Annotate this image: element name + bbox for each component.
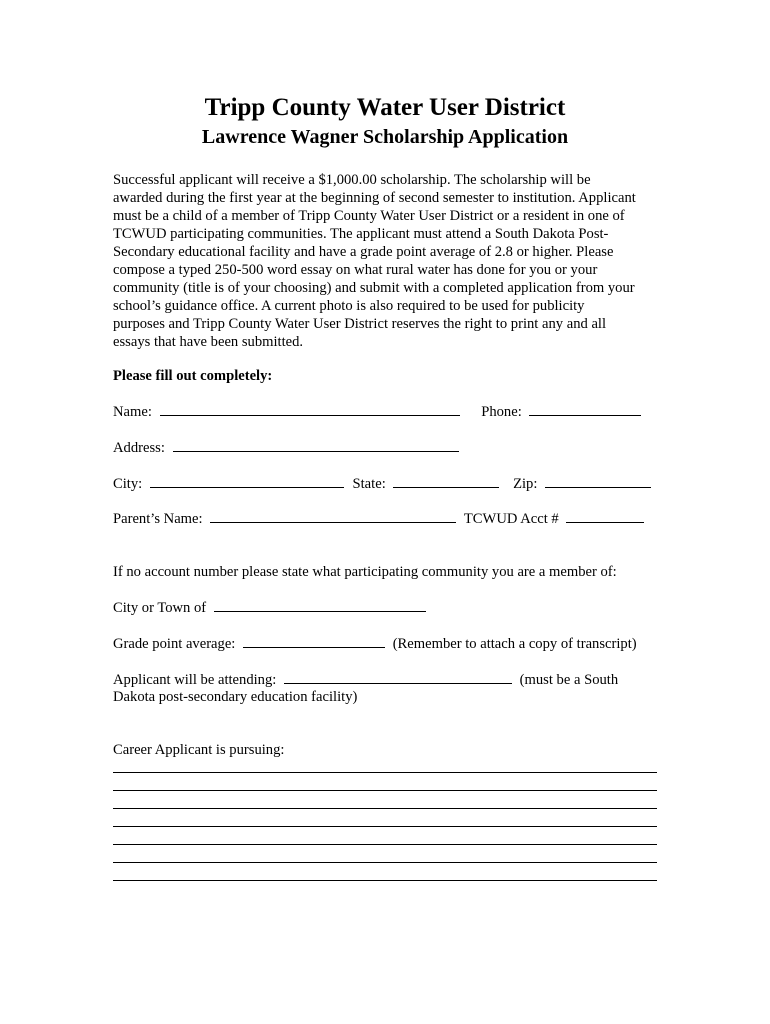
phone-label: Phone: (481, 404, 522, 420)
intro-line: TCWUD participating communities. The applicant must attend a South Dakota Post- (113, 226, 609, 242)
intro-line: essays that have been submitted. (113, 334, 304, 350)
career-line-3[interactable] (113, 808, 657, 809)
attending-note: (must be a South (519, 672, 619, 688)
gpa-label: Grade point average: (113, 636, 236, 652)
name-row (113, 402, 641, 421)
attending-row (113, 670, 618, 689)
career-line-7[interactable] (113, 880, 657, 881)
gpa-row (113, 634, 637, 653)
intro-line: purposes and Tripp County Water User District reserves the right to print any and all (113, 316, 607, 332)
city-label: City: (113, 476, 143, 492)
intro-line: Secondary educational facility and have a grade point average of 2.8 or higher. Please (113, 244, 614, 260)
gpa-note: (Remember to attach a copy of transcript) (392, 636, 637, 652)
zip-label: Zip: (513, 476, 538, 492)
intro-line: school’s guidance office. A current photo is also required to be used for publicity (113, 298, 585, 314)
form-instruction: Please fill out completely: (113, 368, 273, 384)
career-line-2[interactable] (113, 790, 657, 791)
city-field[interactable] (150, 474, 344, 488)
no-account-text: If no account number please state what participating community you are a member of: (113, 564, 617, 580)
state-label: State: (352, 476, 386, 492)
intro-line: must be a child of a member of Tripp County Water User District or a resident in one of (113, 208, 625, 224)
career-line-5[interactable] (113, 844, 657, 845)
attending-field[interactable] (284, 670, 512, 684)
zip-field[interactable] (545, 474, 651, 488)
acct-label: TCWUD Acct # (463, 511, 559, 527)
document-subtitle: Lawrence Wagner Scholarship Application (201, 126, 569, 148)
state-field[interactable] (393, 474, 499, 488)
parent-row (113, 509, 644, 528)
name-label: Name: (113, 404, 152, 420)
address-row (113, 438, 459, 457)
intro-line: awarded during the first year at the beginning of second semester to institution. Applicant (113, 190, 636, 206)
gpa-field[interactable] (243, 634, 385, 648)
attending-note-continued: Dakota post-secondary education facility) (113, 689, 358, 705)
career-line-4[interactable] (113, 826, 657, 827)
document-title: Tripp County Water User District (204, 94, 566, 121)
intro-line: Successful applicant will receive a $1,000.00 scholarship. The scholarship will be (113, 172, 591, 188)
city-town-row (113, 598, 426, 617)
career-line-6[interactable] (113, 862, 657, 863)
name-field[interactable] (160, 402, 460, 416)
address-field[interactable] (173, 438, 459, 452)
city-town-field[interactable] (214, 598, 426, 612)
city-town-label: City or Town of (113, 600, 207, 616)
phone-field[interactable] (529, 402, 641, 416)
intro-paragraph (113, 171, 673, 351)
attending-label: Applicant will be attending: (113, 672, 277, 688)
parent-name-field[interactable] (210, 509, 456, 523)
acct-field[interactable] (566, 509, 644, 523)
intro-line: community (title is of your choosing) and submit with a completed application from your (113, 280, 635, 296)
career-line-1[interactable] (113, 772, 657, 773)
parent-name-label: Parent’s Name: (113, 511, 203, 527)
intro-line: compose a typed 250-500 word essay on what rural water has done for you or your (113, 262, 598, 278)
career-label: Career Applicant is pursuing: (113, 742, 285, 758)
address-label: Address: (113, 440, 165, 456)
city-state-zip-row (113, 474, 651, 493)
